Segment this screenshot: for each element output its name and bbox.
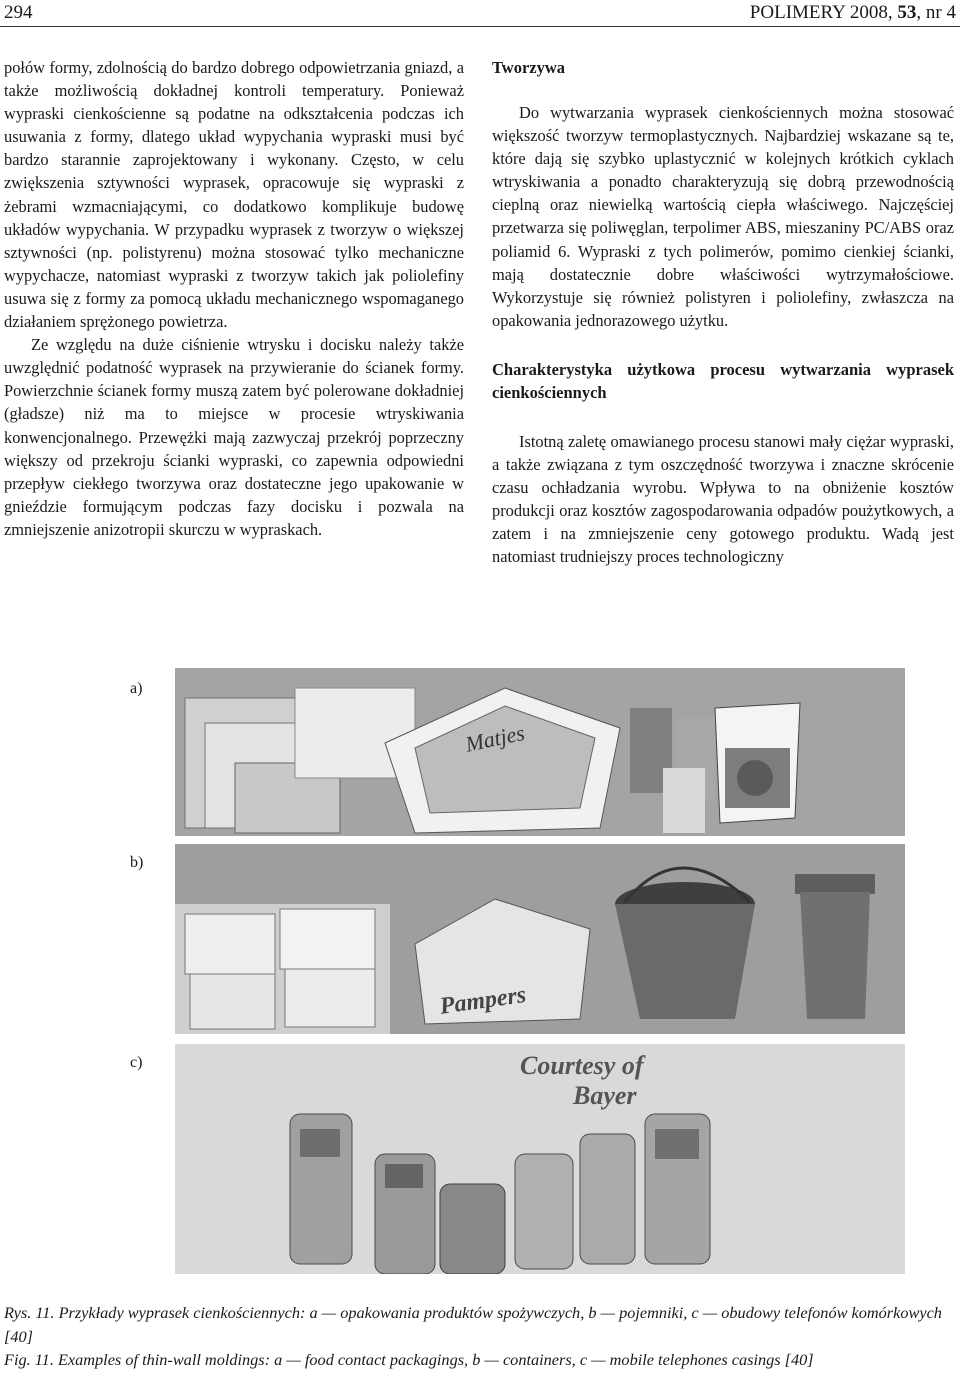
panel-label-a: a) [130, 680, 143, 697]
right-paragraph-2: Istotną zaletę omawianego procesu stanowi mały ciężar wypraski, a także związana z tym oszczędność tworzywa i znaczne skrócenie czasu ochładzania wyrobu. Wpływa to na obniżenie kosztów produkcji oraz kosztów zagospodarowania odpadów poużytkowych, a zatem i na zmniejszenie ceny gotowego produktu. Wadą jest natomiast trudniejszy proces technologiczny [492, 431, 954, 567]
photo-text-pampers: Pampers [438, 981, 528, 1020]
left-paragraph-1: połów formy, zdolnością do bardzo dobrego odpowietrzania gniazd, a także możliwością dokładnej kontroli temperatury. Ponieważ wypraski cienkościenne są podatne na odkształcenia podczas ich usuwania z formy, dlatego układ wypychania wypraski musi być bardzo starannie zaprojektowany i wykonany. Często, w celu zwiększenia sztywności wyprasek, opracowuje się wypraski z żebrami wzmacniającymi, co dodatkowo komplikuje budowę układów wypychania. W przypadku wyprasek z tworzyw o większej sztywności (np. polistyrenu) można stosować tylko mechaniczne wypychacze, natomiast wypraski z tworzyw takich jak poliolefiny usuwa się z formy za pomocą układu mechanicznego wspomaganego działaniem sprężonego powietrza. [4, 58, 464, 332]
section-heading-tworzywa: Tworzywa [492, 58, 566, 77]
photo-text-courtesy: Courtesy of [520, 1051, 644, 1080]
right-column [492, 56, 954, 569]
running-header [0, 0, 960, 27]
panel-label-b: b) [130, 854, 144, 871]
figure-caption [4, 1301, 958, 1372]
panel-label-c: c) [130, 1054, 143, 1071]
photo-food-packagings [175, 668, 905, 836]
photo-phone-casings [175, 1044, 905, 1274]
journal-volume: 53 [897, 2, 917, 23]
section-heading-charakterystyka: Charakterystyka użytkowa procesu wytwarzania wyprasek cienkościennych [492, 359, 954, 402]
right-paragraph-1: Do wytwarzania wyprasek cienkościennych można stosować większość tworzyw termoplastycznych. Najbardziej wskazane są te, które dają się szybko uplastycznić w kolejnych krótkich cyklach wtryskiwania a ponadto charakteryzują się dobrą przewodnością cieplną oraz niewielką wartością ciepła właściwego. Najczęściej przetwarza się poliwęglan, terpolimer ABS, mieszaniny PC/ABS oraz poliamid 6. Wypraski z tych polimerów, pomimo cienkiej ścianki, mają dostatecznie dobre właściwości wytrzymałościowe. Wykorzystuje się również polistyren i poliolefiny, zwłaszcza na opakowania jednorazowego użytku. [492, 103, 954, 330]
left-paragraph-2: Ze względu na duże ciśnienie wtrysku i docisku należy także uwzględnić podatność wyprasek na przywieranie do ścianek formy. Powierzchnie ścianek formy muszą zatem być polerowane dokładniej (gładsze) niż ma to miejsce w procesie wtryskiwania konwencjonalnego. Przewężki mają zazwyczaj przekrój poprzeczny większy od przekroju ścianki wypraski, co zapewnia odpowiedni przepływ ciekłego tworzywa oraz dostateczne jego upakowanie w gnieździe formującym podczas fazy docisku i pozwala na zmniejszenie anizotropii skurczu w wypraskach. [4, 335, 464, 539]
photo-containers [175, 844, 905, 1034]
caption-polish: Rys. 11. Przykłady wyprasek cienkościennych: a — opakowania produktów spożywczych, b — pojemniki, c — obudowy telefonów komórkowych [40] [4, 1303, 942, 1346]
photo-text-bayer: Bayer [573, 1081, 637, 1110]
page-number: 294 [4, 2, 33, 23]
figure-11 [130, 668, 936, 1286]
caption-english: Fig. 11. Examples of thin-wall moldings: a — food contact packagings, b — containers, c — mobile telephones casings [40] [4, 1350, 814, 1369]
photo-text-matjes: Matjes [463, 719, 527, 757]
left-column [4, 56, 464, 541]
journal-reference: POLIMERY 2008, 53, nr 4 [749, 2, 956, 23]
